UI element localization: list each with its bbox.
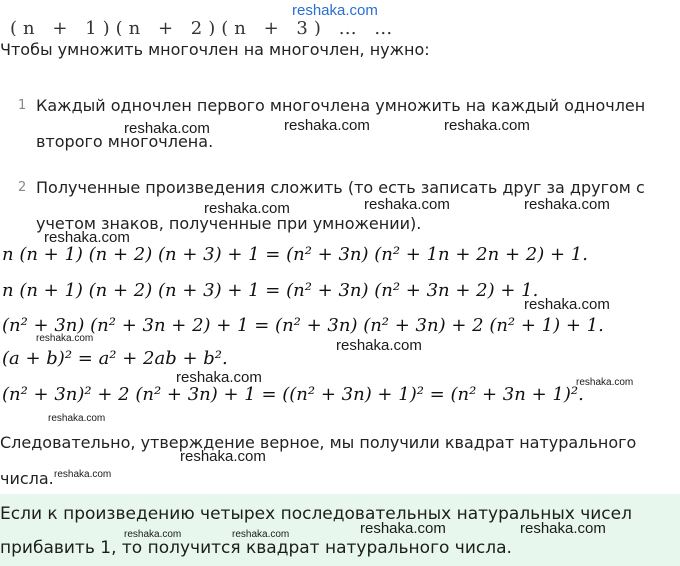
watermark: reshaka.com [364, 196, 450, 213]
watermark: reshaka.com [232, 529, 290, 540]
conclusion-line-1: Следовательно, утверждение верное, мы получили квадрат натурального [0, 433, 637, 452]
watermark: reshaka.com [176, 369, 262, 386]
watermark: reshaka.com [48, 413, 106, 424]
watermark: reshaka.com [124, 120, 210, 137]
watermark: reshaka.com [520, 520, 606, 537]
watermark: reshaka.com [36, 333, 94, 344]
step-2-line-2: учетом знаков, полученные при умножении). [36, 214, 422, 233]
watermark: reshaka.com [524, 196, 610, 213]
watermark-top: reshaka.com [292, 2, 378, 19]
watermark: reshaka.com [576, 377, 634, 388]
watermark: reshaka.com [204, 200, 290, 217]
watermark: reshaka.com [54, 469, 112, 480]
step-number-1: 1 [18, 98, 27, 113]
step-2-line-1: Полученные произведения сложить (то есть записать друг за другом с [36, 178, 645, 197]
step-1-line-2: второго многочлена. [36, 132, 214, 151]
step-number-2: 2 [18, 180, 27, 195]
equation-1: n (n + 1) (n + 2) (n + 3) + 1 = (n² + 3n) (n² + 1n + 2n + 2) + 1. [2, 244, 588, 265]
watermark: reshaka.com [180, 448, 266, 465]
equation-4: (a + b)² = a² + 2ab + b². [2, 348, 228, 369]
watermark: reshaka.com [360, 520, 446, 537]
watermark: reshaka.com [44, 229, 130, 246]
equation-2: n (n + 1) (n + 2) (n + 3) + 1 = (n² + 3n) (n² + 3n + 2) + 1. [2, 280, 539, 301]
equation-5: (n² + 3n)² + 2 (n² + 3n) + 1 = ((n² + 3n) + 1)² = (n² + 3n + 1)². [2, 384, 584, 405]
conclusion-line-2: числа. [0, 469, 54, 488]
step-1-line-1: Каждый одночлен первого многочлена умножить на каждый одночлен [36, 96, 646, 115]
watermark: reshaka.com [284, 117, 370, 134]
watermark: reshaka.com [444, 117, 530, 134]
intro-text: Чтобы умножить многочлен на многочлен, нужно: [0, 40, 430, 59]
watermark: reshaka.com [336, 337, 422, 354]
cropped-previous-content: (n + 1)(n + 2)(n + 3) … … [10, 18, 399, 36]
watermark: reshaka.com [524, 296, 610, 313]
callout-line-2: прибавить 1, то получится квадрат натурального числа. [0, 538, 512, 558]
callout-line-1: Если к произведению четырех последовательных натуральных чисел [0, 504, 632, 524]
equation-3: (n² + 3n) (n² + 3n + 2) + 1 = (n² + 3n) (n² + 3n) + 2 (n² + 1) + 1. [2, 315, 604, 336]
watermark: reshaka.com [124, 529, 182, 540]
